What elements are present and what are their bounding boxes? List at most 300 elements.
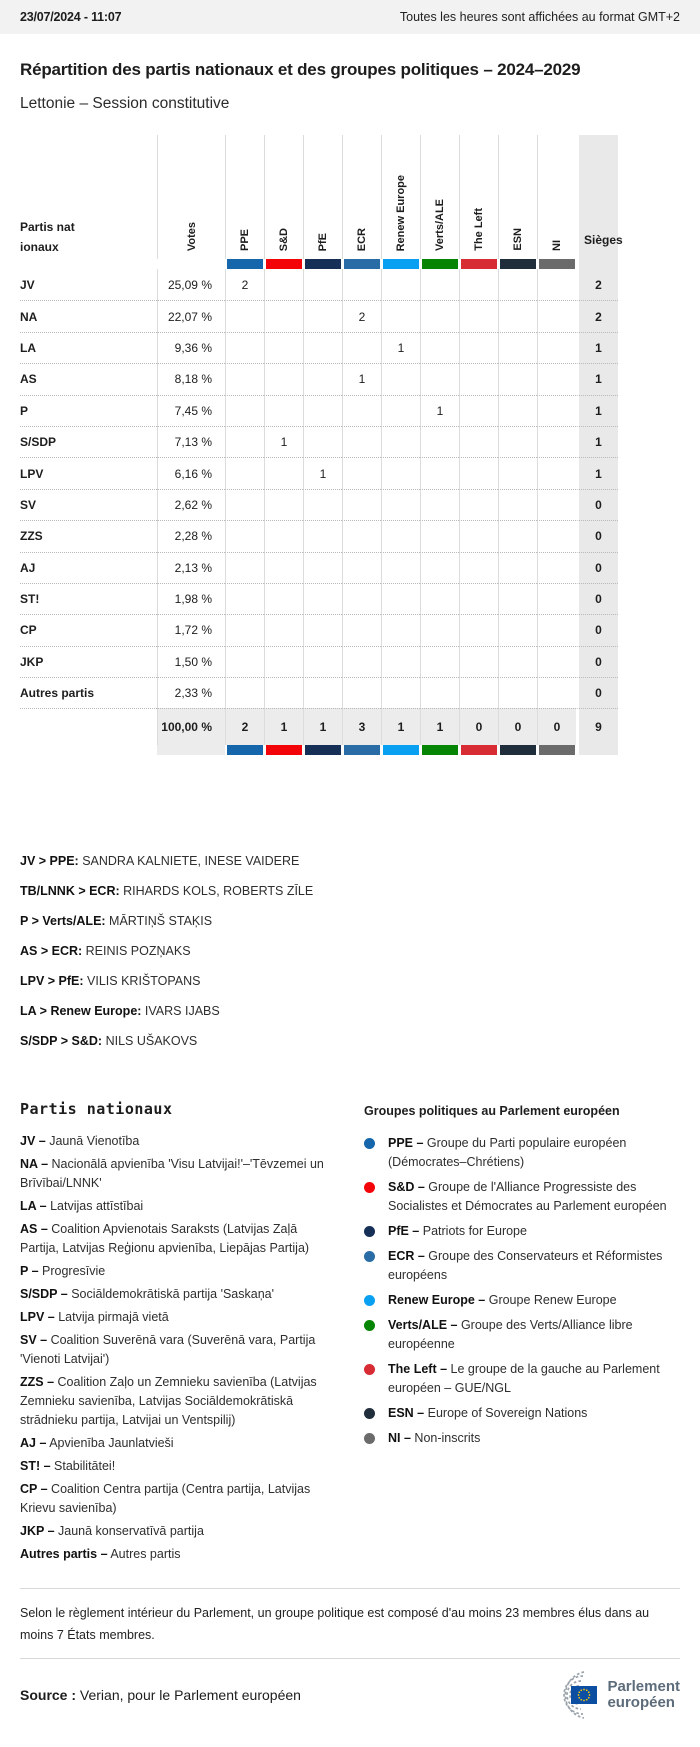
party-legend-item: JKP – Jaunā konservatīvā partija (20, 1524, 204, 1539)
seats-total-value: 2 (576, 300, 618, 331)
seat-count-pfe (303, 520, 342, 551)
seat-count-renew-europe (381, 646, 420, 677)
party-column-header-label: Partis nationaux (20, 220, 75, 254)
seat-count-verts-ale (420, 332, 459, 363)
seat-count-ecr (342, 552, 381, 583)
seat-count-ppe (225, 395, 264, 426)
total-seat-count-renew-europe: 1 (381, 708, 420, 745)
seat-count-esn (498, 583, 537, 614)
group-column-label: ECR (356, 227, 368, 251)
group-color-cell-bottom (264, 745, 303, 755)
party-name: AS (20, 363, 157, 394)
party-name: AJ (20, 552, 157, 583)
colorbar-bottom-spacer (20, 745, 157, 755)
seat-count-ppe (225, 614, 264, 645)
group-color-s-d-icon (266, 259, 302, 269)
seat-count-s-d (264, 677, 303, 708)
colorbar-top-spacer (20, 259, 157, 269)
mep-mapping: P > Verts/ALE: (20, 914, 106, 929)
seat-count-pfe (303, 489, 342, 520)
legend-section (20, 1100, 680, 1568)
colorbar-top-seats-cell (576, 259, 618, 269)
group-legend-abbr: ESN – (388, 1406, 425, 1421)
group-column-label: Renew Europe (395, 174, 407, 251)
seat-count-renew-europe (381, 520, 420, 551)
seat-count-ecr: 2 (342, 300, 381, 331)
seat-count-renew-europe (381, 489, 420, 520)
seat-count-pfe (303, 300, 342, 331)
group-legend-text: The Left – Le groupe de la gauche au Parlement européen – GUE/NGL (388, 1362, 660, 1396)
group-color-dot-icon (364, 1364, 375, 1375)
seat-count-esn (498, 300, 537, 331)
seat-count-ni (537, 426, 576, 457)
party-name: CP (20, 614, 157, 645)
top-bar (0, 0, 700, 34)
page-subtitle: Lettonie – Session constitutive (20, 95, 230, 112)
seat-count-pfe (303, 583, 342, 614)
party-legend-abbr: NA – (20, 1157, 49, 1172)
seat-count-esn (498, 614, 537, 645)
mep-line: TB/LNNK > ECR: RIHARDS KOLS, ROBERTS ZĪLE (20, 884, 314, 899)
group-color-esn-icon (500, 745, 536, 755)
seat-count-verts-ale (420, 583, 459, 614)
party-name: P (20, 395, 157, 426)
group-color-dot-icon (364, 1138, 375, 1149)
seats-column-header (576, 135, 623, 259)
group-legend-text: Verts/ALE – Groupe des Verts/Alliance libre européenne (388, 1318, 633, 1352)
seats-total-value: 1 (576, 426, 618, 457)
group-color-cell-top (264, 259, 303, 269)
party-legend-abbr: SV – (20, 1333, 48, 1348)
party-name: Autres partis (20, 677, 157, 708)
group-color-s-d-icon (266, 745, 302, 755)
votes-value: 1,50 % (157, 646, 225, 677)
source-text: Verian, pour le Parlement européen (79, 1687, 301, 1704)
group-legend-item (364, 1134, 680, 1172)
group-column-header-verts-ale (420, 135, 459, 259)
seat-count-esn (498, 520, 537, 551)
party-name: JKP (20, 646, 157, 677)
group-legend-text: Renew Europe – Groupe Renew Europe (388, 1293, 617, 1308)
votes-value: 8,18 % (157, 363, 225, 394)
group-color-cell-top (459, 259, 498, 269)
seat-count-esn (498, 426, 537, 457)
seat-count-s-d: 1 (264, 426, 303, 457)
group-color-cell-top (537, 259, 576, 269)
party-legend-abbr: AJ – (20, 1436, 47, 1451)
seat-count-renew-europe (381, 426, 420, 457)
group-column-label: S&D (278, 227, 290, 251)
seat-count-ppe (225, 489, 264, 520)
votes-value: 1,98 % (157, 583, 225, 614)
total-seat-count-s-d: 1 (264, 708, 303, 745)
party-legend-item: JV – Jaunā Vienotība (20, 1134, 140, 1149)
group-color-cell-top (498, 259, 537, 269)
seat-count-verts-ale (420, 300, 459, 331)
group-legend-abbr: S&D – (388, 1180, 425, 1195)
seat-count-s-d (264, 395, 303, 426)
seat-count-ppe (225, 677, 264, 708)
seat-count-verts-ale (420, 552, 459, 583)
mep-line: LPV > PfE: VILIS KRIŠTOPANS (20, 974, 201, 989)
seat-count-ppe (225, 583, 264, 614)
seat-count-ecr (342, 426, 381, 457)
group-color-cell-bottom (381, 745, 420, 755)
total-seat-count-verts-ale: 1 (420, 708, 459, 745)
group-legend-abbr: Renew Europe – (388, 1293, 486, 1308)
group-color-ppe-icon (227, 259, 263, 269)
group-legend-text: ESN – Europe of Sovereign Nations (388, 1406, 588, 1421)
party-legend-item: AJ – Apvienība Jaunlatvieši (20, 1436, 174, 1451)
total-seats-value: 9 (576, 708, 618, 745)
seat-count-s-d (264, 363, 303, 394)
mep-line: AS > ECR: REINIS POZŅAKS (20, 944, 191, 959)
seat-count-ni (537, 677, 576, 708)
seat-count-renew-europe (381, 552, 420, 583)
seat-count-s-d (264, 646, 303, 677)
group-legend-text: PPE – Groupe du Parti populaire européen (Démocrates–Chrétiens) (388, 1136, 627, 1170)
votes-value: 1,72 % (157, 614, 225, 645)
group-color-cell-bottom (225, 745, 264, 755)
votes-value: 7,45 % (157, 395, 225, 426)
party-legend-abbr: LPV – (20, 1310, 55, 1325)
seat-count-ecr (342, 457, 381, 488)
votes-value: 2,13 % (157, 552, 225, 583)
party-legend-abbr: Autres partis – (20, 1547, 108, 1562)
party-name: S/SDP (20, 426, 157, 457)
group-color-pfe-icon (305, 745, 341, 755)
seat-count-ni (537, 300, 576, 331)
votes-value: 9,36 % (157, 332, 225, 363)
divider-top (20, 1588, 680, 1589)
seats-total-value: 0 (576, 614, 618, 645)
party-column-header (20, 135, 157, 259)
group-color-verts-ale-icon (422, 259, 458, 269)
seats-total-value: 0 (576, 520, 618, 551)
seat-count-pfe (303, 332, 342, 363)
seat-count-the-left (459, 395, 498, 426)
total-row-spacer (20, 708, 157, 745)
group-column-header-ni (537, 135, 576, 259)
seats-total-value: 0 (576, 677, 618, 708)
group-color-dot-icon (364, 1182, 375, 1193)
seat-count-verts-ale (420, 489, 459, 520)
seat-count-ni (537, 269, 576, 300)
group-legend (364, 1100, 680, 1454)
party-legend-item: S/SDP – Sociāldemokrātiskā partija 'Saskaņa' (20, 1287, 274, 1302)
mep-line: P > Verts/ALE: MĀRTIŅŠ STAĶIS (20, 914, 213, 929)
seat-count-esn (498, 269, 537, 300)
seat-count-esn (498, 395, 537, 426)
seat-count-verts-ale (420, 614, 459, 645)
party-legend-abbr: JKP – (20, 1524, 55, 1539)
seats-total-value: 1 (576, 457, 618, 488)
seat-count-s-d (264, 332, 303, 363)
seat-count-pfe (303, 614, 342, 645)
seats-total-value: 0 (576, 489, 618, 520)
party-legend-abbr: S/SDP – (20, 1287, 68, 1302)
group-column-header-pfe (303, 135, 342, 259)
votes-value: 6,16 % (157, 457, 225, 488)
group-column-header-the-left (459, 135, 498, 259)
page-title: Répartition des partis nationaux et des groupes politiques – 2024–2029 (20, 60, 581, 79)
seat-count-ppe (225, 300, 264, 331)
seat-count-ecr (342, 646, 381, 677)
colorbar-bottom-votes-cell (157, 745, 225, 755)
group-column-header-ecr (342, 135, 381, 259)
party-name: JV (20, 277, 35, 292)
seat-count-ecr (342, 614, 381, 645)
party-legend-item: SV – Coalition Suverēnā vara (Suverēnā vara, Partija 'Vienoti Latvijai') (20, 1333, 316, 1367)
seat-count-verts-ale (420, 426, 459, 457)
seat-count-the-left (459, 332, 498, 363)
group-legend-item (364, 1316, 680, 1354)
mep-line: JV > PPE: SANDRA KALNIETE, INESE VAIDERE (20, 854, 300, 869)
group-color-cell-bottom (498, 745, 537, 755)
seats-total-value: 1 (576, 363, 618, 394)
party-legend-items (20, 1132, 338, 1564)
party-name: SV (20, 489, 157, 520)
party-name: ST! (20, 583, 157, 614)
party-legend-heading: Partis nationaux (20, 1100, 173, 1119)
party-legend-item: P – Progresīvie (20, 1264, 106, 1279)
mep-mapping: LPV > PfE: (20, 974, 84, 989)
source-label: Source : (20, 1687, 77, 1704)
seat-count-s-d (264, 520, 303, 551)
group-color-dot-icon (364, 1408, 375, 1419)
group-legend-abbr: NI – (388, 1431, 411, 1446)
datetime: 23/07/2024 - 11:07 (20, 10, 122, 24)
group-legend-items (364, 1134, 680, 1448)
seat-count-renew-europe (381, 300, 420, 331)
group-color-ni-icon (539, 259, 575, 269)
seat-count-verts-ale (420, 677, 459, 708)
seat-count-esn (498, 489, 537, 520)
group-color-renew-europe-icon (383, 259, 419, 269)
group-legend-text: PfE – Patriots for Europe (388, 1224, 527, 1239)
seat-count-s-d (264, 489, 303, 520)
party-legend-abbr: ZZS – (20, 1375, 55, 1390)
group-legend-abbr: ECR – (388, 1249, 425, 1264)
votes-column-header-label: Votes (185, 221, 198, 251)
seat-count-renew-europe (381, 677, 420, 708)
party-legend-item: CP – Coalition Centra partija (Centra partija, Latvijas Krievu savienība) (20, 1482, 311, 1516)
group-legend-text: ECR – Groupe des Conservateurs et Réformistes européens (388, 1249, 663, 1283)
seat-count-the-left (459, 269, 498, 300)
seat-count-ni (537, 583, 576, 614)
group-color-esn-icon (500, 259, 536, 269)
group-color-the-left-icon (461, 259, 497, 269)
seat-count-s-d (264, 614, 303, 645)
party-legend-item: Autres partis – Autres partis (20, 1547, 181, 1562)
seat-count-the-left (459, 426, 498, 457)
group-color-cell-top (303, 259, 342, 269)
seat-count-verts-ale (420, 363, 459, 394)
group-column-label: PfE (317, 232, 329, 251)
seat-count-ecr (342, 677, 381, 708)
group-color-dot-icon (364, 1433, 375, 1444)
mep-mapping: JV > PPE: (20, 854, 79, 869)
seat-count-s-d (264, 583, 303, 614)
mep-mapping: LA > Renew Europe: (20, 1004, 142, 1019)
seats-total-value: 1 (576, 332, 618, 363)
seat-count-esn (498, 677, 537, 708)
group-legend-item (364, 1360, 680, 1398)
total-seat-count-ni: 0 (537, 708, 576, 745)
group-color-pfe-icon (305, 259, 341, 269)
seat-count-ppe (225, 363, 264, 394)
results-table (20, 135, 700, 755)
seat-count-ecr (342, 520, 381, 551)
source-line (20, 1687, 301, 1703)
seat-count-esn (498, 332, 537, 363)
mep-line: S/SDP > S&D: NILS UŠAKOVS (20, 1034, 198, 1049)
party-legend-abbr: ST! – (20, 1459, 51, 1474)
total-votes-value: 100,00 % (157, 708, 225, 745)
seat-count-the-left (459, 363, 498, 394)
party-name: NA (20, 300, 157, 331)
footnote: Selon le règlement intérieur du Parlement, un groupe politique est composé d'au moins 23 membres élus dans au moins 7 États membres. (20, 1606, 650, 1643)
seats-total-value: 0 (576, 583, 618, 614)
seat-count-the-left (459, 583, 498, 614)
ep-logo (538, 1669, 680, 1721)
ep-logo-line1: Parlement (607, 1678, 680, 1696)
footer (0, 1659, 700, 1747)
seat-count-renew-europe (381, 395, 420, 426)
seat-count-the-left (459, 300, 498, 331)
seat-count-esn (498, 457, 537, 488)
group-color-the-left-icon (461, 745, 497, 755)
seat-count-s-d (264, 552, 303, 583)
party-legend-abbr: P – (20, 1264, 39, 1279)
votes-value: 25,09 % (157, 269, 225, 300)
ep-hemicycle-flag-icon (538, 1669, 598, 1721)
seat-count-ni (537, 457, 576, 488)
group-legend-abbr: The Left – (388, 1362, 448, 1377)
votes-value: 2,28 % (157, 520, 225, 551)
group-color-cell-top (225, 259, 264, 269)
seat-count-renew-europe: 1 (381, 332, 420, 363)
group-legend-item (364, 1178, 680, 1216)
group-color-ppe-icon (227, 745, 263, 755)
group-legend-text: NI – Non-inscrits (388, 1431, 481, 1446)
mep-mapping: TB/LNNK > ECR: (20, 884, 120, 899)
seat-count-pfe (303, 395, 342, 426)
seat-count-ecr (342, 583, 381, 614)
group-legend-item (364, 1222, 680, 1241)
party-legend-item: LPV – Latvija pirmajā vietā (20, 1310, 169, 1325)
party-name: LA (20, 332, 157, 363)
seat-count-renew-europe (381, 457, 420, 488)
group-color-cell-bottom (459, 745, 498, 755)
seat-count-verts-ale (420, 520, 459, 551)
seat-count-the-left (459, 646, 498, 677)
seat-count-ni (537, 332, 576, 363)
seat-count-esn (498, 646, 537, 677)
group-legend-heading: Groupes politiques au Parlement européen (364, 1104, 620, 1119)
total-seat-count-pfe: 1 (303, 708, 342, 745)
group-column-header-renew-europe (381, 135, 420, 259)
party-legend-abbr: CP – (20, 1482, 48, 1497)
group-color-cell-bottom (342, 745, 381, 755)
party-legend (20, 1100, 338, 1568)
votes-value: 2,33 % (157, 677, 225, 708)
seat-count-renew-europe (381, 363, 420, 394)
timezone-note: Toutes les heures sont affichées au format GMT+2 (399, 10, 680, 24)
seat-count-pfe: 1 (303, 457, 342, 488)
group-column-label: NI (551, 240, 563, 251)
seat-count-ecr: 1 (342, 363, 381, 394)
seat-count-pfe (303, 646, 342, 677)
mep-assignments (20, 855, 680, 1048)
group-color-cell-top (420, 259, 459, 269)
seat-count-the-left (459, 457, 498, 488)
seat-count-esn (498, 363, 537, 394)
seat-count-verts-ale (420, 646, 459, 677)
seat-count-ni (537, 646, 576, 677)
seat-count-ppe (225, 332, 264, 363)
seat-count-ppe (225, 457, 264, 488)
party-legend-item: ST! – Stabilitātei! (20, 1459, 116, 1474)
group-color-cell-bottom (420, 745, 459, 755)
seat-count-renew-europe (381, 583, 420, 614)
group-column-label: Verts/ALE (434, 199, 446, 251)
seat-count-ni (537, 614, 576, 645)
party-name: LPV (20, 457, 157, 488)
seat-count-pfe (303, 269, 342, 300)
ep-logo-text (607, 1679, 680, 1711)
seat-count-pfe (303, 363, 342, 394)
seat-count-ni (537, 520, 576, 551)
group-color-verts-ale-icon (422, 745, 458, 755)
seat-count-the-left (459, 677, 498, 708)
seat-count-esn (498, 552, 537, 583)
total-seat-count-the-left: 0 (459, 708, 498, 745)
party-legend-item: NA – Nacionālā apvienība 'Visu Latvijai!'–'Tēvzemei un Brīvībai/LNNK' (20, 1157, 324, 1191)
party-legend-item: LA – Latvijas attīstībai (20, 1199, 144, 1214)
party-legend-abbr: JV – (20, 1134, 46, 1149)
mep-line: LA > Renew Europe: IVARS IJABS (20, 1004, 220, 1019)
group-legend-abbr: PfE – (388, 1224, 420, 1239)
colorbar-bottom-seats-cell (576, 745, 618, 755)
seat-count-the-left (459, 614, 498, 645)
seat-count-pfe (303, 426, 342, 457)
seat-count-s-d (264, 457, 303, 488)
seat-count-ecr (342, 489, 381, 520)
seat-count-the-left (459, 489, 498, 520)
group-column-header-esn (498, 135, 537, 259)
ep-logo-line2: européen (607, 1694, 675, 1712)
seat-count-pfe (303, 677, 342, 708)
seat-count-renew-europe (381, 269, 420, 300)
votes-column-header (157, 135, 225, 259)
seat-count-ni (537, 489, 576, 520)
mep-mapping: S/SDP > S&D: (20, 1034, 103, 1049)
seat-count-ni (537, 395, 576, 426)
total-seat-count-ppe: 2 (225, 708, 264, 745)
group-color-renew-europe-icon (383, 745, 419, 755)
seat-count-verts-ale (420, 457, 459, 488)
seat-count-verts-ale: 1 (420, 395, 459, 426)
seats-total-value: 0 (576, 646, 618, 677)
group-legend-abbr: PPE – (388, 1136, 424, 1151)
seat-count-the-left (459, 552, 498, 583)
group-color-dot-icon (364, 1295, 375, 1306)
colorbar-top-votes-cell (157, 259, 225, 269)
group-column-header-s-d (264, 135, 303, 259)
seats-total-value: 2 (576, 269, 618, 300)
seat-count-s-d (264, 269, 303, 300)
